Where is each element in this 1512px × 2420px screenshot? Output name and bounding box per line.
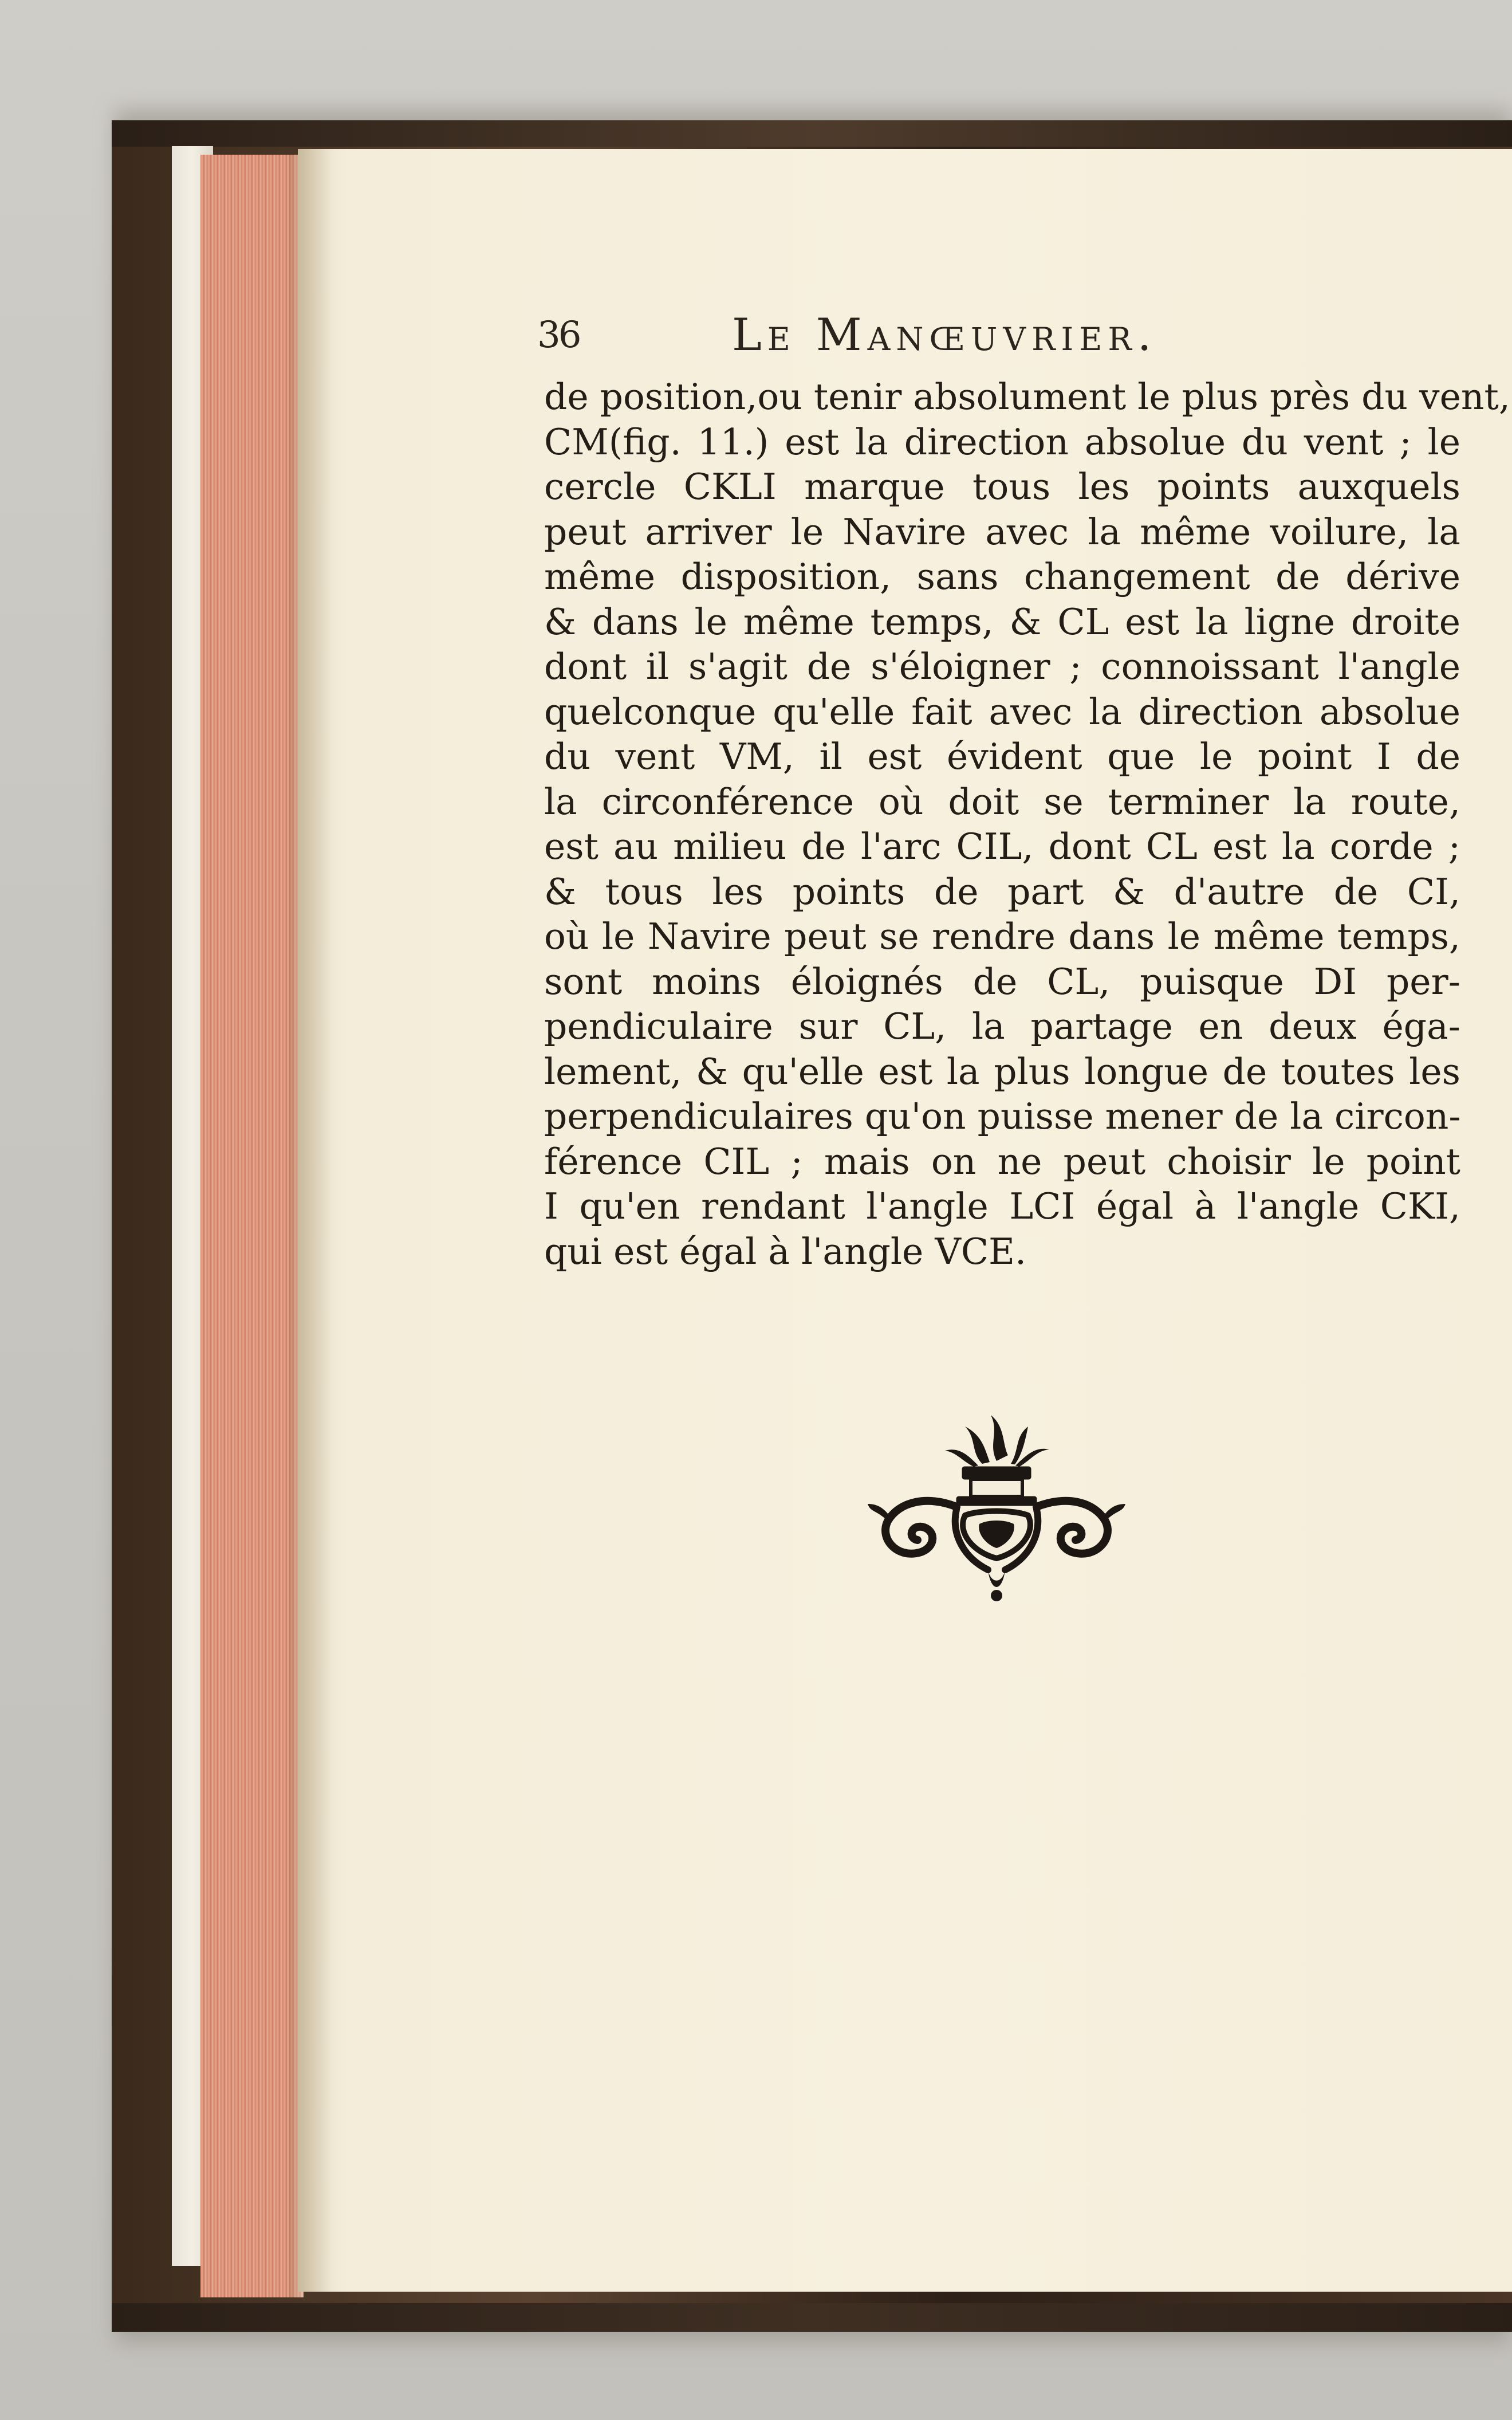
text-line: I qu'en rendant l'angle LCI égal à l'angle CKI, <box>544 1185 1460 1227</box>
page-edges <box>200 155 304 2297</box>
text-line: férence CIL ; mais on ne peut choisir le point <box>544 1140 1460 1182</box>
body-text <box>544 375 1510 1274</box>
page-header <box>537 309 1465 372</box>
page-gutter <box>298 149 332 2292</box>
text-line: dont il s'agit de s'éloigner ; connoissant l'angle <box>544 646 1460 688</box>
text-line: pendiculaire sur CL, la partage en deux éga- <box>544 1005 1460 1047</box>
flaming-urn-scroll-ornament-icon <box>865 1386 1128 1604</box>
text-line: lement, & qu'elle est la plus longue de toutes les <box>544 1050 1460 1093</box>
text-line: est au milieu de l'arc CIL, dont CL est la corde ; <box>544 826 1460 867</box>
text-line: où le Navire peut se rendre dans le même temps, <box>544 916 1460 957</box>
running-title: Le Manœuvrier. <box>732 309 1157 361</box>
text-line: qui est égal à l'angle VCE. <box>544 1230 1027 1272</box>
text-line: du vent VM, il est évident que le point I de <box>544 736 1460 777</box>
text-line: la circonférence où doit se terminer la route, <box>544 780 1460 823</box>
text-line: même disposition, sans changement de dérive <box>544 556 1460 598</box>
text-line: & tous les points de part & d'autre de CI, <box>544 870 1460 913</box>
text-line: peut arriver le Navire avec la même voilure, la <box>544 510 1460 553</box>
text-line: sont moins éloignés de CL, puisque DI per- <box>544 960 1460 1003</box>
text-line: quelconque qu'elle fait avec la direction absolue <box>544 690 1460 733</box>
text-line: & dans le même temps, & CL est la ligne droite <box>544 600 1460 643</box>
page-number: 36 <box>537 314 580 356</box>
text-line: perpendiculaires qu'on puisse mener de la circon- <box>544 1095 1461 1137</box>
text-line: de position,ou tenir absolument le plus près du vent, <box>544 376 1510 418</box>
cover-top-edge <box>112 120 1512 147</box>
text-line: cercle CKLI marque tous les points auxquels <box>544 466 1460 508</box>
text-line: CM(fig. 11.) est la direction absolue du vent ; le <box>544 421 1460 463</box>
cover-bottom-edge <box>112 2303 1512 2332</box>
